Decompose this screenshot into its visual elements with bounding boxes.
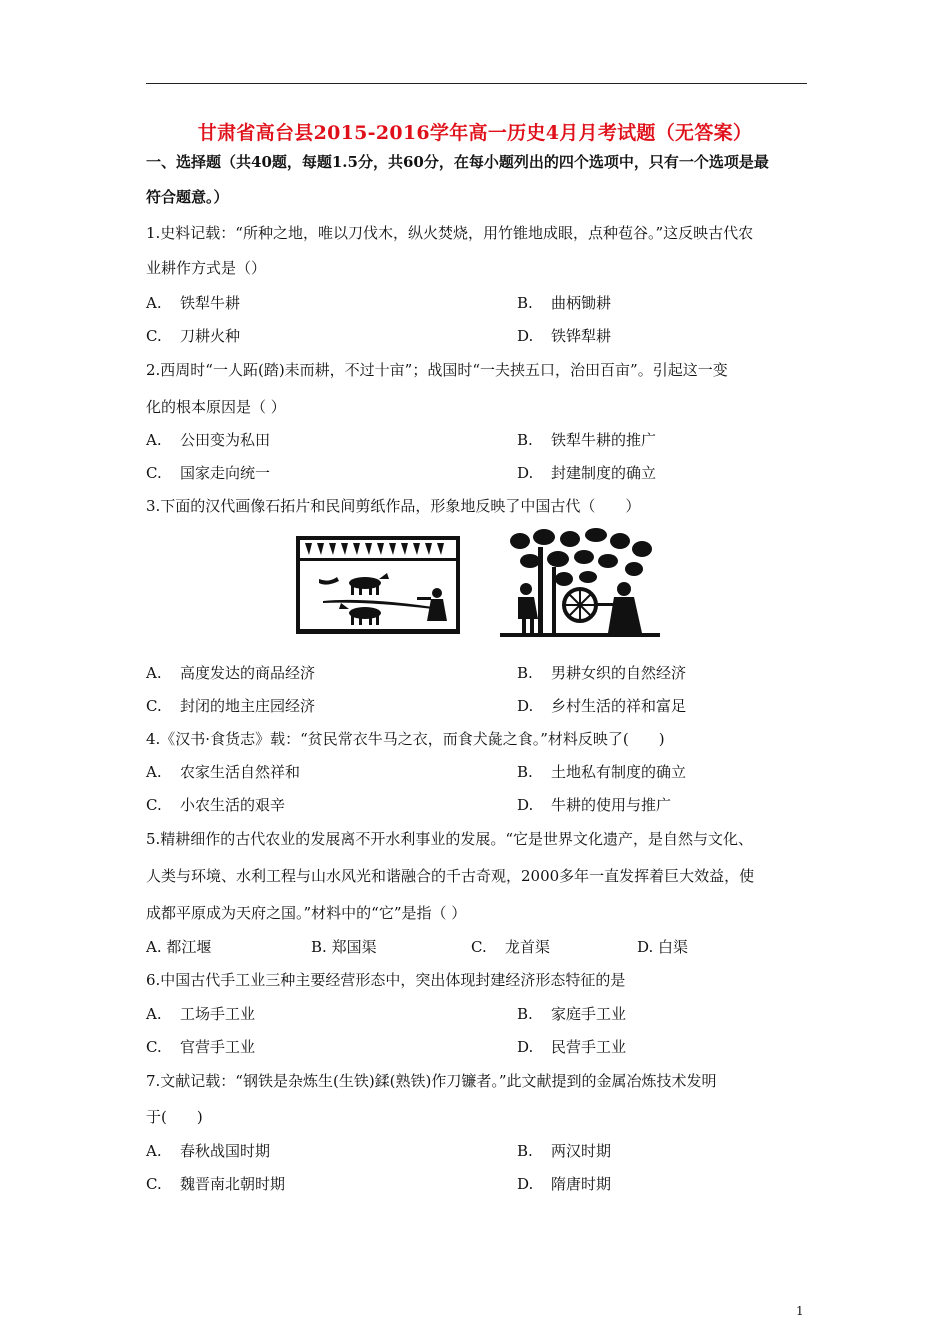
page-title: 甘肃省高台县2015-2016学年高一历史4月月考试题（无答案） [197, 122, 753, 144]
q6-option-d: D. 民营手工业 [517, 1038, 627, 1056]
section-heading-line-2: 符合题意。） [146, 188, 229, 206]
question-1-line-1: 1.史料记载：“所种之地，唯以刀伐木，纵火焚烧，用竹锥地成眼，点种苞谷。”这反映古代农 [146, 224, 754, 242]
q2-option-c: C. 国家走向统一 [146, 464, 271, 482]
q3-option-c: C. 封闭的地主庄园经济 [146, 697, 316, 715]
q1-option-a: A. 铁犁牛耕 [146, 294, 241, 312]
q5-option-c: C. 龙首渠 [471, 938, 551, 956]
q1-option-c: C. 刀耕火种 [146, 327, 241, 345]
q5-option-b: B. 郑国渠 [311, 938, 377, 956]
q4-option-b: B. 土地私有制度的确立 [517, 763, 687, 781]
q3-option-a: A. 高度发达的商品经济 [146, 664, 316, 682]
question-6-line-1: 6.中国古代手工业三种主要经营形态中，突出体现封建经济形态特征的是 [146, 971, 626, 989]
han-stone-rubbing-image [295, 535, 461, 635]
q5-option-a: A. 都江堰 [146, 938, 212, 956]
q2-option-b: B. 铁犁牛耕的推广 [517, 431, 657, 449]
page-number: 1 [796, 1304, 804, 1318]
q7-option-c: C. 魏晋南北朝时期 [146, 1175, 286, 1193]
question-5-line-3: 成都平原成为天府之国。”材料中的“它”是指（ ） [146, 904, 467, 922]
question-2-line-1: 2.西周时“一人跖(踏)耒而耕，不过十亩”；战国时“一夫挟五口，治田百亩”。引起这一变 [146, 361, 728, 379]
q3-option-b: B. 男耕女织的自然经济 [517, 664, 687, 682]
question-3-line-1: 3.下面的汉代画像石拓片和民间剪纸作品，形象地反映了中国古代（ ） [146, 497, 641, 515]
question-7-line-2: 于( ) [146, 1108, 203, 1126]
q4-option-c: C. 小农生活的艰辛 [146, 796, 286, 814]
q3-option-d: D. 乡村生活的祥和富足 [517, 697, 687, 715]
question-5-line-1: 5.精耕细作的古代农业的发展离不开水利事业的发展。“它是世界文化遗产，是自然与文化、 [146, 830, 753, 848]
question-2-line-2: 化的根本原因是（ ） [146, 398, 286, 416]
q7-option-b: B. 两汉时期 [517, 1142, 612, 1160]
q4-option-a: A. 农家生活自然祥和 [146, 763, 301, 781]
q5-option-d: D. 白渠 [637, 938, 689, 956]
q1-option-b: B. 曲柄锄耕 [517, 294, 612, 312]
question-4-line-1: 4.《汉书·食货志》载：“贫民常衣牛马之衣，而食犬彘之食。”材料反映了( ) [146, 730, 665, 748]
q2-option-a: A. 公田变为私田 [146, 431, 271, 449]
question-7-line-1: 7.文献记载：“钢铁是杂炼生(生铁)鍒(熟铁)作刀镰者。”此文献提到的金属冶炼技术发明 [146, 1072, 717, 1090]
q2-option-d: D. 封建制度的确立 [517, 464, 657, 482]
question-5-line-2: 人类与环境、水利工程与山水风光和谐融合的千古奇观，2000多年一直发挥着巨大效益，使 [146, 867, 755, 885]
q6-option-c: C. 官营手工业 [146, 1038, 256, 1056]
paper-cut-image [500, 527, 660, 639]
q6-option-b: B. 家庭手工业 [517, 1005, 627, 1023]
q6-option-a: A. 工场手工业 [146, 1005, 256, 1023]
q1-option-d: D. 铁铧犁耕 [517, 327, 612, 345]
q4-option-d: D. 牛耕的使用与推广 [517, 796, 672, 814]
header-rule [146, 83, 807, 84]
q7-option-a: A. 春秋战国时期 [146, 1142, 271, 1160]
q7-option-d: D. 隋唐时期 [517, 1175, 612, 1193]
question-1-line-2: 业耕作方式是（） [146, 259, 267, 277]
section-heading-line-1: 一、选择题（共40题，每题1.5分，共60分，在每小题列出的四个选项中，只有一个选项是最 [146, 153, 769, 171]
